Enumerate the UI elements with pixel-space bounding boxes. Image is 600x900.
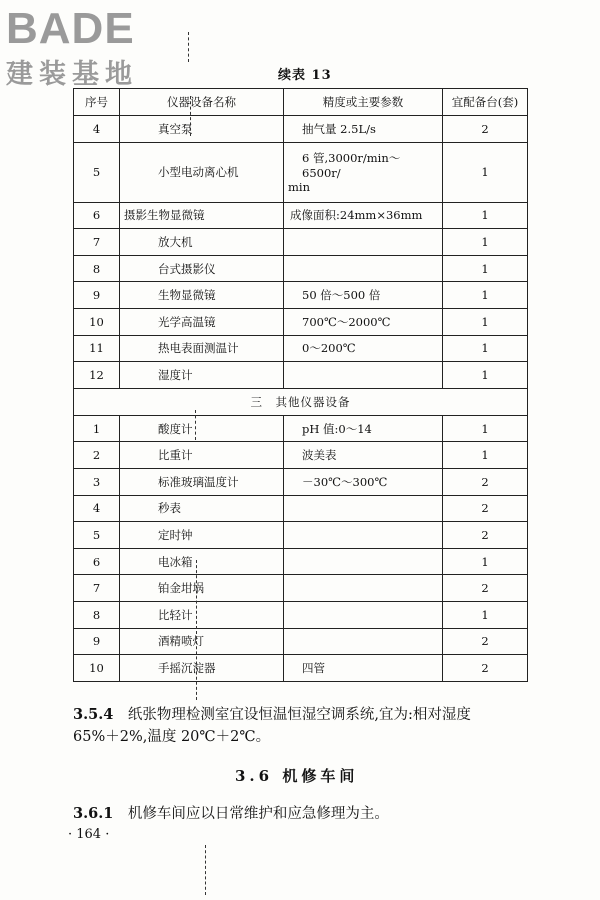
- equipment-qty: 1: [443, 362, 528, 389]
- equipment-qty: 2: [443, 522, 528, 549]
- table-caption: 续表 13: [278, 68, 332, 83]
- equipment-name: 手摇沉淀器: [120, 655, 284, 682]
- row-number: 10: [74, 308, 120, 335]
- section-heading: 3.6 机修车间: [235, 767, 359, 785]
- clause-3-6-1: [73, 803, 389, 825]
- equipment-param: pH 值:0～14: [284, 415, 443, 442]
- equipment-qty: 1: [443, 282, 528, 309]
- table-row: [74, 548, 528, 575]
- table-row: [74, 229, 528, 256]
- equipment-param: [284, 628, 443, 655]
- equipment-qty: 1: [443, 548, 528, 575]
- equipment-name: 摄影生物显微镜: [120, 202, 284, 229]
- equipment-name: 秒表: [120, 495, 284, 522]
- table-row: [74, 575, 528, 602]
- equipment-qty: 1: [443, 335, 528, 362]
- header-cell: 仪器设备名称: [120, 89, 284, 116]
- row-number: 2: [74, 442, 120, 469]
- watermark-logo: BADE: [6, 4, 135, 53]
- equipment-param: 0～200℃: [284, 335, 443, 362]
- table-row: [74, 468, 528, 495]
- equipment-qty: 2: [443, 628, 528, 655]
- section-row: [74, 388, 528, 415]
- table-row: [74, 442, 528, 469]
- equipment-qty: 1: [443, 229, 528, 256]
- table-row: [74, 308, 528, 335]
- table-row: [74, 655, 528, 682]
- row-number: 5: [74, 522, 120, 549]
- row-number: 10: [74, 655, 120, 682]
- row-number: 6: [74, 202, 120, 229]
- clause-text: 机修车间应以日常维护和应急修理为主。: [127, 806, 389, 822]
- equipment-param: 6 管,3000r/min～6500r/: [302, 151, 401, 181]
- equipment-qty: 2: [443, 655, 528, 682]
- equipment-qty: 2: [443, 468, 528, 495]
- scan-fold-line: [190, 96, 191, 136]
- equipment-name: 真空泵: [120, 116, 284, 143]
- equipment-param: [284, 362, 443, 389]
- equipment-qty: 1: [443, 142, 528, 202]
- equipment-param: 50 倍～500 倍: [284, 282, 443, 309]
- scan-fold-line: [188, 32, 189, 62]
- table-row: [74, 495, 528, 522]
- row-number: 7: [74, 575, 120, 602]
- equipment-name: 台式摄影仪: [120, 255, 284, 282]
- row-number: 5: [74, 142, 120, 202]
- equipment-name: 酒精喷灯: [120, 628, 284, 655]
- scan-fold-line: [205, 845, 206, 895]
- row-number: 8: [74, 255, 120, 282]
- equipment-name: 酸度计: [120, 415, 284, 442]
- equipment-qty: 1: [443, 415, 528, 442]
- equipment-param: [284, 255, 443, 282]
- row-number: 7: [74, 229, 120, 256]
- equipment-param: 抽气量 2.5L/s: [284, 116, 443, 143]
- equipment-qty: 1: [443, 202, 528, 229]
- scan-fold-line: [196, 560, 197, 700]
- equipment-name: 电冰箱: [120, 548, 284, 575]
- row-number: 3: [74, 468, 120, 495]
- table-header-row: [74, 89, 528, 116]
- watermark-subtitle: 建装基地: [6, 59, 138, 90]
- equipment-name: 比轻计: [120, 601, 284, 628]
- equipment-param: [284, 575, 443, 602]
- page-number: · 164 ·: [68, 827, 110, 842]
- row-number: 4: [74, 495, 120, 522]
- equipment-param: 700℃～2000℃: [284, 308, 443, 335]
- scan-fold-line: [195, 410, 196, 440]
- clause-number: 3.5.4: [73, 706, 114, 723]
- table-row: [74, 362, 528, 389]
- table-row: [74, 282, 528, 309]
- equipment-table: [73, 88, 528, 682]
- row-number: 1: [74, 415, 120, 442]
- row-number: 6: [74, 548, 120, 575]
- header-cell: 序号: [74, 89, 120, 116]
- equipment-name: 放大机: [120, 229, 284, 256]
- clause-text: 纸张物理检测室宜设恒温恒湿空调系统,宜为:相对湿度: [127, 707, 471, 723]
- clause-number: 3.6.1: [73, 805, 114, 822]
- table-row: [74, 255, 528, 282]
- table-row: [74, 601, 528, 628]
- row-number: 9: [74, 628, 120, 655]
- table-row: [74, 522, 528, 549]
- equipment-param: [284, 601, 443, 628]
- equipment-param-cell: [284, 142, 443, 202]
- equipment-qty: 1: [443, 601, 528, 628]
- section-title: 三 其他仪器设备: [74, 388, 528, 415]
- clause-text-continued: 65%＋2%,温度 20℃＋2℃。: [73, 729, 271, 745]
- table-row: [74, 335, 528, 362]
- equipment-qty: 2: [443, 575, 528, 602]
- row-number: 4: [74, 116, 120, 143]
- table-row: [74, 116, 528, 143]
- equipment-name: 比重计: [120, 442, 284, 469]
- table-row: [74, 202, 528, 229]
- equipment-name: 铂金坩埚: [120, 575, 284, 602]
- equipment-qty: 1: [443, 442, 528, 469]
- equipment-name: 光学高温镜: [120, 308, 284, 335]
- equipment-name: 生物显微镜: [120, 282, 284, 309]
- header-cell: 宜配备台(套): [443, 89, 528, 116]
- equipment-name: 定时钟: [120, 522, 284, 549]
- equipment-param: －30℃～300℃: [284, 468, 443, 495]
- equipment-param: 波美表: [284, 442, 443, 469]
- header-cell: 精度或主要参数: [284, 89, 443, 116]
- equipment-qty: 1: [443, 308, 528, 335]
- equipment-param: [284, 495, 443, 522]
- equipment-param: 成像面积:24mm×36mm: [284, 202, 443, 229]
- equipment-name: 小型电动离心机: [120, 142, 284, 202]
- clause-3-5-4: [73, 704, 471, 748]
- row-number: 11: [74, 335, 120, 362]
- equipment-qty: 2: [443, 495, 528, 522]
- row-number: 8: [74, 601, 120, 628]
- row-number: 9: [74, 282, 120, 309]
- equipment-qty: 1: [443, 255, 528, 282]
- equipment-param: [284, 522, 443, 549]
- equipment-name: 湿度计: [120, 362, 284, 389]
- table-row: [74, 142, 528, 202]
- equipment-param: [284, 229, 443, 256]
- equipment-param-continued: min: [288, 180, 310, 195]
- table-row: [74, 628, 528, 655]
- equipment-param: [284, 548, 443, 575]
- equipment-qty: 2: [443, 116, 528, 143]
- equipment-param: 四管: [284, 655, 443, 682]
- equipment-name: 标准玻璃温度计: [120, 468, 284, 495]
- equipment-name: 热电表面测温计: [120, 335, 284, 362]
- row-number: 12: [74, 362, 120, 389]
- table-row: [74, 415, 528, 442]
